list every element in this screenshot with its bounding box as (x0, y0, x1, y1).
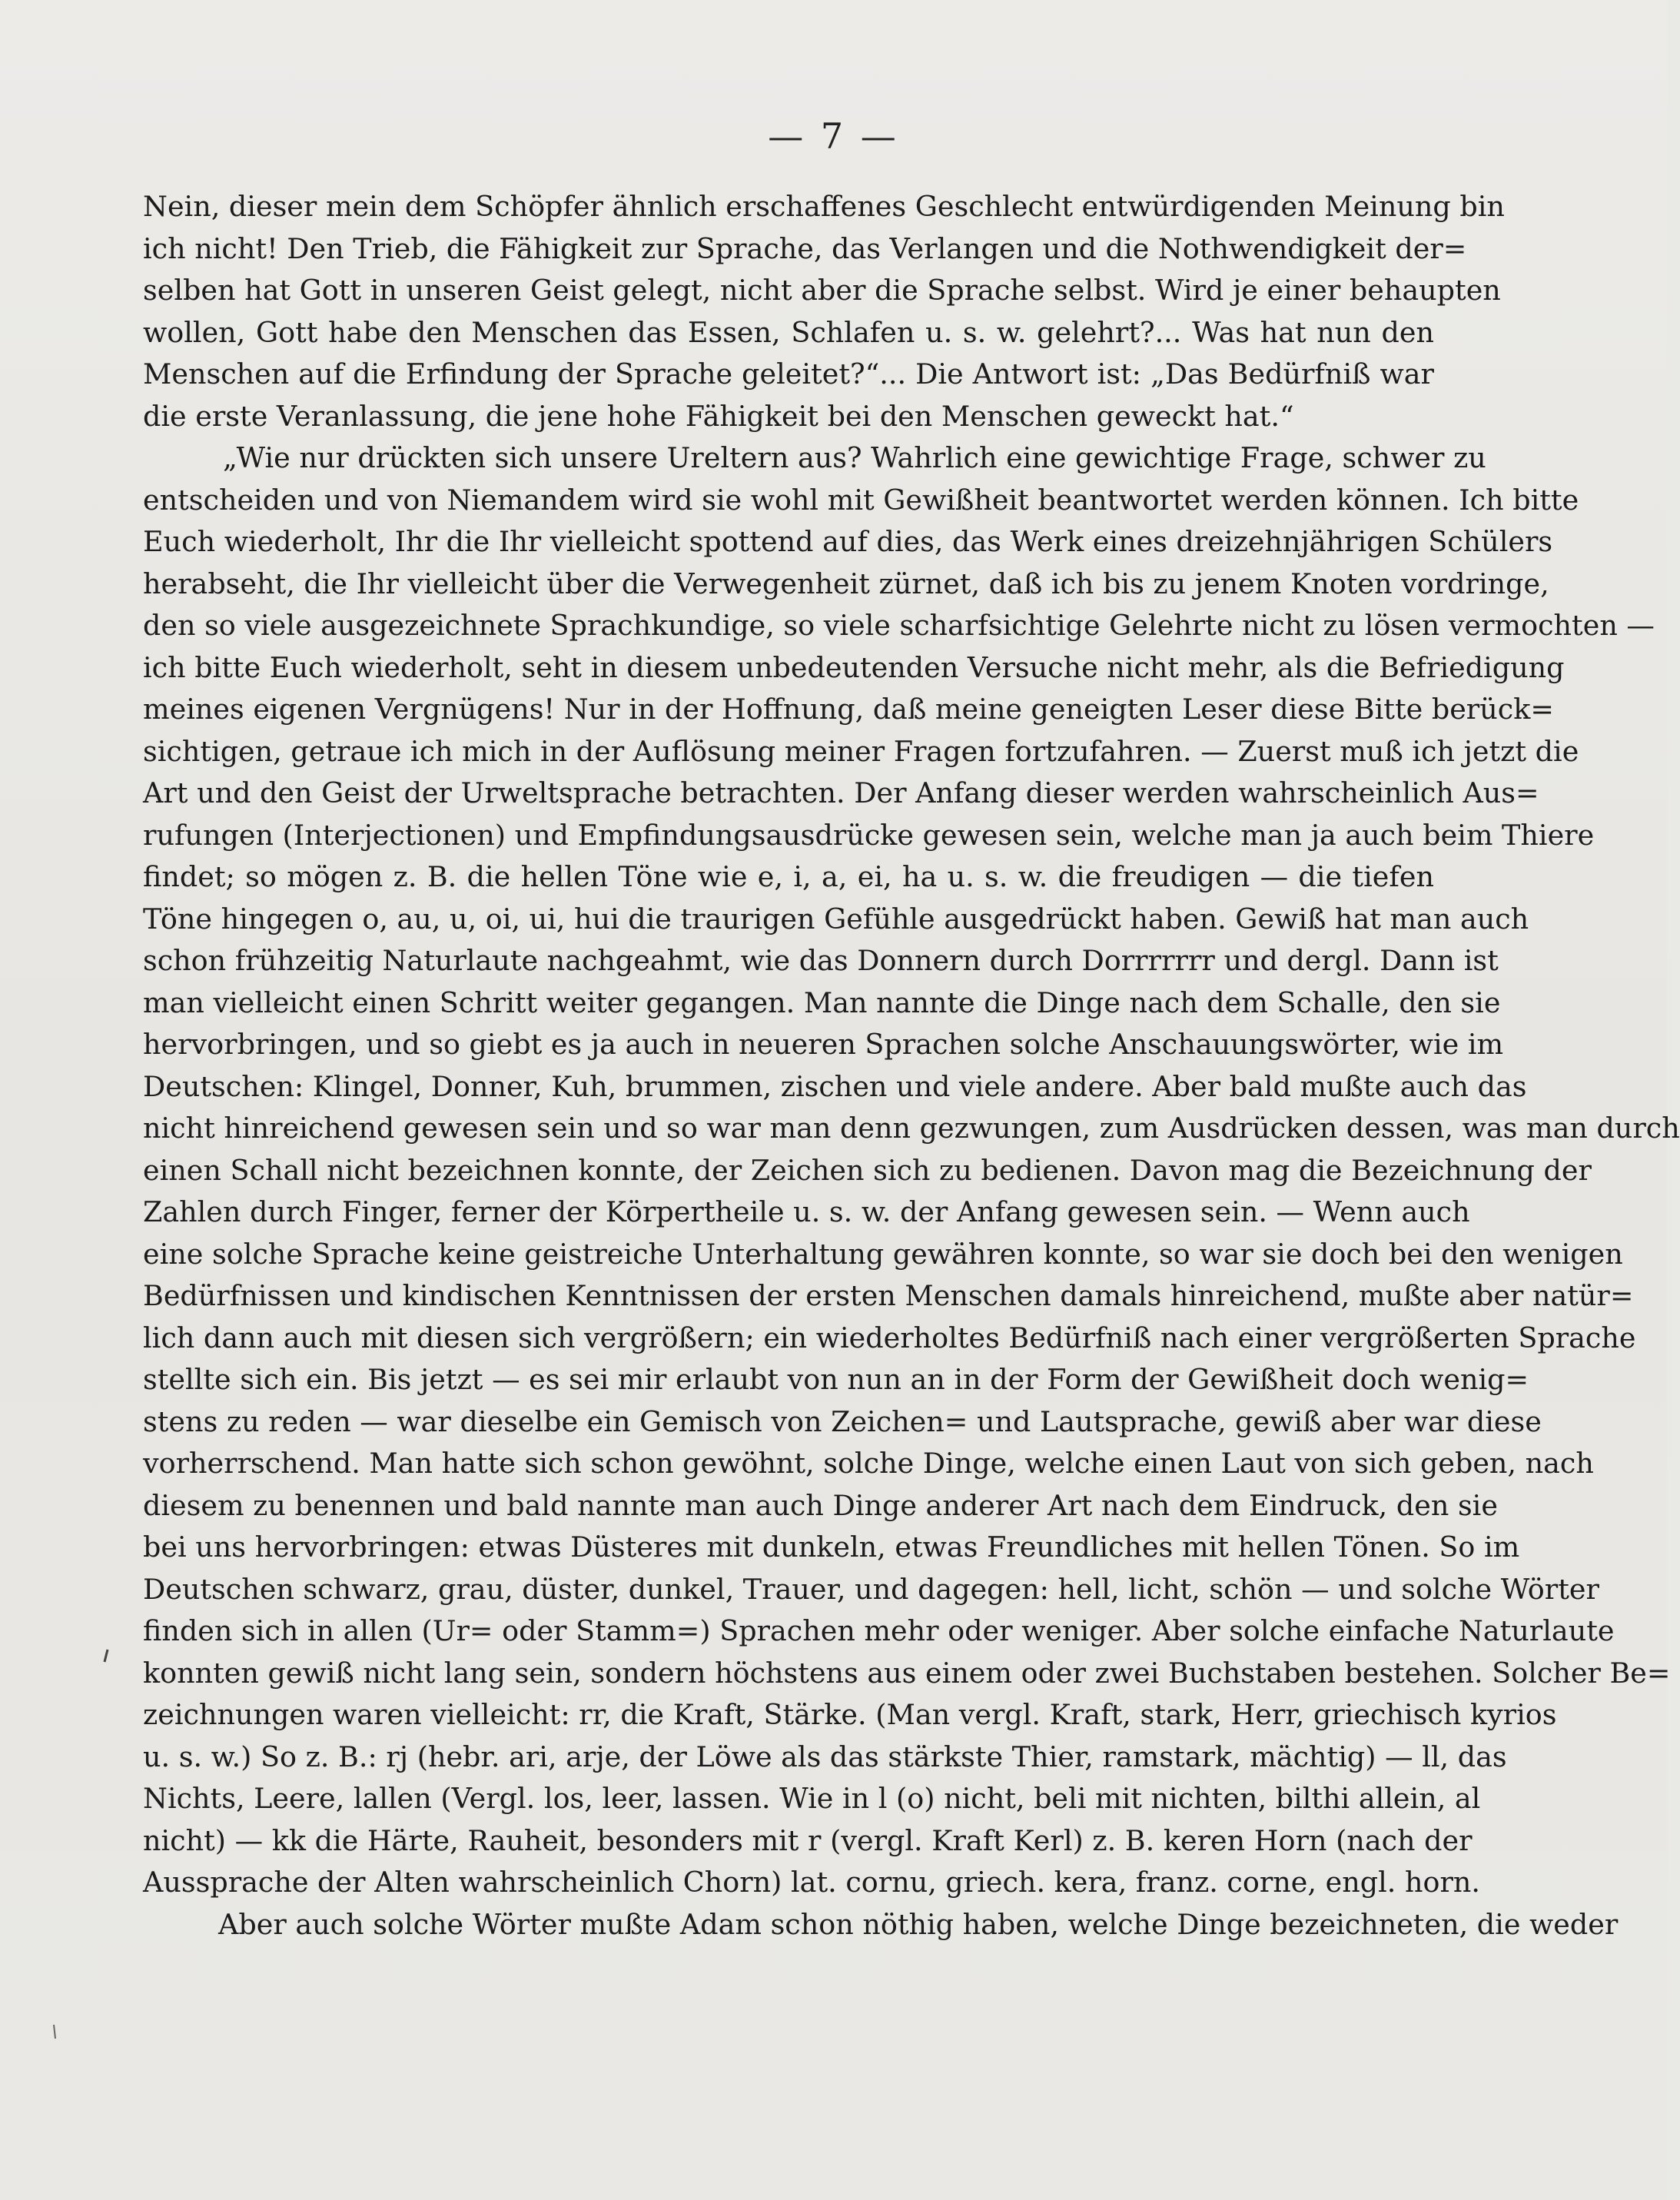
text-line: finden sich in allen (Ur= oder Stamm=) Sprachen mehr oder weniger. Aber solche einfache Naturlaute (143, 1614, 1615, 1647)
text-line: lich dann auch mit diesen sich vergrößern; ein wiederholtes Bedürfniß nach einer vergrößerten Sprache (143, 1321, 1636, 1354)
text-line: schon frühzeitig Naturlaute nachgeahmt, wie das Donnern durch Dorrrrrrr und dergl. Dann ist (143, 944, 1499, 977)
text-line: Nichts, Leere, lallen (Vergl. los, leer, lassen. Wie in l (o) nicht, beli mit nichten, bilthi allein, al (143, 1782, 1481, 1815)
text-line: sichtigen, getraue ich mich in der Auflösung meiner Fragen fortzufahren. — Zuerst muß ich jetzt die (143, 734, 1579, 768)
text-line: vorherrschend. Man hatte sich schon gewöhnt, solche Dinge, welche einen Laut von sich geben, nach (143, 1447, 1594, 1480)
text-line: Nein, dieser mein dem Schöpfer ähnlich erschaffenes Geschlecht entwürdigenden Meinung bin (143, 190, 1505, 223)
paragraph-start-line: Aber auch solche Wörter mußte Adam schon nöthig haben, welche Dinge bezeichneten, die weder (218, 1907, 1619, 1941)
text-line: Töne hingegen o, au, u, oi, ui, hui die traurigen Gefühle ausgedrückt haben. Gewiß hat man auch (143, 902, 1529, 935)
text-line: Art und den Geist der Urweltsprache betrachten. Der Anfang dieser werden wahrscheinlich Aus= (143, 776, 1539, 809)
text-line: ich bitte Euch wiederholt, seht in diesem unbedeutenden Versuche nicht mehr, als die Befriedigung (143, 650, 1565, 684)
text-line: hervorbringen, und so giebt es ja auch in neueren Sprachen solche Anschauungswörter, wie im (143, 1028, 1504, 1061)
text-line: Deutschen: Klingel, Donner, Kuh, brummen, zischen und viele andere. Aber bald mußte auch das (143, 1069, 1527, 1103)
body-text (143, 186, 1680, 1946)
text-line: entscheiden und von Niemandem wird sie wohl mit Gewißheit beantwortet werden können. Ich bitte (143, 483, 1579, 517)
text-line: rufungen (Interjectionen) und Empfindungsausdrücke gewesen sein, welche man ja auch beim Thiere (143, 818, 1595, 852)
text-line: eine solche Sprache keine geistreiche Unterhaltung gewähren konnte, so war sie doch bei den wenigen (143, 1237, 1623, 1271)
text-line: stens zu reden — war dieselbe ein Gemisch von Zeichen= und Lautsprache, gewiß aber war diese (143, 1404, 1542, 1438)
text-line: man vielleicht einen Schritt weiter gegangen. Man nannte die Dinge nach dem Schalle, den sie (143, 985, 1501, 1019)
stray-ink-mark (54, 2025, 55, 2039)
paragraph-start-line: „Wie nur drückten sich unsere Ureltern aus? Wahrlich eine gewichtige Frage, schwer zu (223, 441, 1486, 474)
text-line: selben hat Gott in unseren Geist gelegt, nicht aber die Sprache selbst. Wird je einer behaupten (143, 274, 1501, 307)
text-line: zeichnungen waren vielleicht: rr, die Kraft, Stärke. (Man vergl. Kraft, stark, Herr, griechisch kyrios (143, 1698, 1557, 1731)
text-line: den so viele ausgezeichnete Sprachkundige, so viele scharfsichtige Gelehrte nicht zu lösen vermochten — (143, 609, 1655, 642)
text-line: Aussprache der Alten wahrscheinlich Chorn) lat. cornu, griech. kera, franz. corne, engl. horn. (143, 1866, 1481, 1899)
text-line: diesem zu benennen und bald nannte man auch Dinge anderer Art nach dem Eindruck, den sie (143, 1488, 1498, 1522)
text-line: nicht) — kk die Härte, Rauheit, besonders mit r (vergl. Kraft Kerl) z. B. keren Horn (nach der (143, 1823, 1472, 1857)
page-number: — 7 — (768, 115, 899, 157)
text-line: wollen, Gott habe den Menschen das Essen, Schlafen u. s. w. gelehrt?... Was hat nun den (143, 315, 1434, 349)
text-line: bei uns hervorbringen: etwas Düsteres mit dunkeln, etwas Freundliches mit hellen Tönen. So im (143, 1530, 1520, 1564)
text-line: Menschen auf die Erfindung der Sprache geleitet?“... Die Antwort ist: „Das Bedürfniß war (143, 357, 1434, 390)
text-line: Deutschen schwarz, grau, düster, dunkel, Trauer, und dagegen: hell, licht, schön — und solche Wörter (143, 1572, 1599, 1606)
text-line: einen Schall nicht bezeichnen konnte, der Zeichen sich zu bedienen. Davon mag die Bezeichnung der (143, 1153, 1592, 1187)
text-line: die erste Veranlassung, die jene hohe Fähigkeit bei den Menschen geweckt hat.“ (143, 399, 1294, 433)
text-line: u. s. w.) So z. B.: rj (hebr. ari, arje, der Löwe als das stärkste Thier, ramstark, mächtig) — ll, das (143, 1740, 1507, 1773)
text-line: ich nicht! Den Trieb, die Fähigkeit zur Sprache, das Verlangen und die Nothwendigkeit der= (143, 231, 1467, 265)
text-line: herabseht, die Ihr vielleicht über die Verwegenheit zürnet, daß ich bis zu jenem Knoten vordringe, (143, 567, 1549, 600)
text-line: Zahlen durch Finger, ferner der Körpertheile u. s. w. der Anfang gewesen sein. — Wenn auch (143, 1195, 1470, 1228)
stray-ink-mark (105, 1650, 108, 1662)
text-line: stellte sich ein. Bis jetzt — es sei mir erlaubt von nun an in der Form der Gewißheit doch wenig= (143, 1363, 1529, 1396)
text-line: nicht hinreichend gewesen sein und so war man denn gezwungen, zum Ausdrücken dessen, was man durch (143, 1112, 1680, 1145)
text-line: findet; so mögen z. B. die hellen Töne wie e, i, a, ei, ha u. s. w. die freudigen — die tiefen (143, 860, 1434, 893)
text-line: konnten gewiß nicht lang sein, sondern höchstens aus einem oder zwei Buchstaben bestehen. Solcher Be= (143, 1656, 1671, 1690)
text-line: Euch wiederholt, Ihr die Ihr vielleicht spottend auf dies, das Werk eines dreizehnjährigen Schülers (143, 525, 1553, 558)
text-line: Bedürfnissen und kindischen Kenntnissen der ersten Menschen damals hinreichend, mußte aber natür= (143, 1279, 1634, 1312)
text-line: meines eigenen Vergnügens! Nur in der Hoffnung, daß meine geneigten Leser diese Bitte berück= (143, 693, 1554, 726)
